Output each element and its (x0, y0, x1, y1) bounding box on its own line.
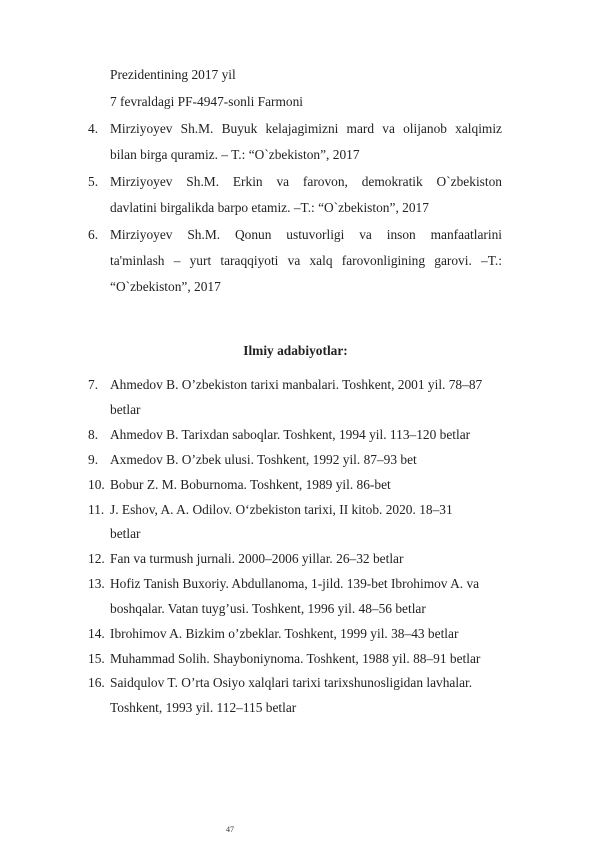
reference-line: betlar (110, 402, 141, 417)
reference-line: Axmedov B. O’zbek ulusi. Toshkent, 1992 yil. 87–93 bet (110, 452, 417, 467)
list-number: 10. (88, 477, 105, 492)
list-item-line: “O`zbekiston”, 2017 (110, 279, 221, 294)
reference-line: Muhammad Solih. Shayboniynoma. Toshkent, 1988 yil. 88–91 betlar (110, 651, 481, 666)
list-number: 9. (88, 452, 99, 467)
reference-line: Toshkent, 1993 yil. 112–115 betlar (110, 700, 297, 715)
list-number: 6. (88, 227, 99, 242)
text-line: 7 fevraldagi PF-4947-sonli Farmoni (110, 94, 304, 109)
list-number: 4. (88, 121, 99, 136)
list-number: 16. (88, 675, 105, 690)
reference-line: J. Eshov, A. A. Odilov. O‘zbekiston tarixi, II kitob. 2020. 18–31 (110, 502, 453, 517)
reference-line: Ahmedov B. Tarixdan saboqlar. Toshkent, 1994 yil. 113–120 betlar (110, 427, 471, 442)
list-number: 8. (88, 427, 99, 442)
list-item-line: davlatini birgalikda barpo etamiz. –T.: “O`zbekiston”, 2017 (110, 200, 429, 215)
reference-line: Ibrohimov A. Bizkim o’zbeklar. Toshkent, 1999 yil. 38–43 betlar (110, 626, 459, 641)
reference-line: Ahmedov B. O’zbekiston tarixi manbalari. Toshkent, 2001 yil. 78–87 (110, 377, 483, 392)
list-number: 13. (88, 576, 105, 591)
list-number: 11. (88, 502, 105, 517)
list-item-line: Mirziyoyev Sh.M. Erkin va farovon, demokratik O`zbekiston (110, 174, 502, 189)
list-number: 5. (88, 174, 99, 189)
list-item-line: Mirziyoyev Sh.M. Buyuk kelajagimizni mard va olijanob xalqimiz (110, 121, 502, 136)
text-line: Prezidentining 2017 yil (110, 67, 236, 82)
list-item-line: Mirziyoyev Sh.M. Qonun ustuvorligi va inson manfaatlarini (110, 227, 502, 242)
reference-line: boshqalar. Vatan tuyg’usi. Toshkent, 1996 yil. 48–56 betlar (110, 601, 426, 616)
reference-line: Saidqulov T. O’rta Osiyo xalqlari tarixi tarixshunosligidan lavhalar. (110, 675, 473, 690)
reference-line: betlar (110, 526, 141, 541)
reference-line: Bobur Z. M. Boburnoma. Toshkent, 1989 yil. 86-bet (110, 477, 391, 492)
list-number: 14. (88, 626, 105, 641)
section-heading (0, 343, 595, 359)
page-number: 47 (226, 825, 234, 834)
section-heading-text: Ilmiy adabiyotlar: (243, 343, 348, 358)
reference-line: Hofiz Tanish Buxoriy. Abdullanoma, 1-jild. 139-bet Ibrohimov A. va (110, 576, 480, 591)
list-number: 12. (88, 551, 105, 566)
list-item-line: ta'minlash – yurt taraqqiyoti va xalq farovonligining garovi. –T.: (110, 253, 502, 268)
list-number: 7. (88, 377, 99, 392)
list-item-line: bilan birga quramiz. – T.: “O`zbekiston”, 2017 (110, 147, 360, 162)
reference-line: Fan va turmush jurnali. 2000–2006 yillar. 26–32 betlar (110, 551, 404, 566)
list-number: 15. (88, 651, 105, 666)
